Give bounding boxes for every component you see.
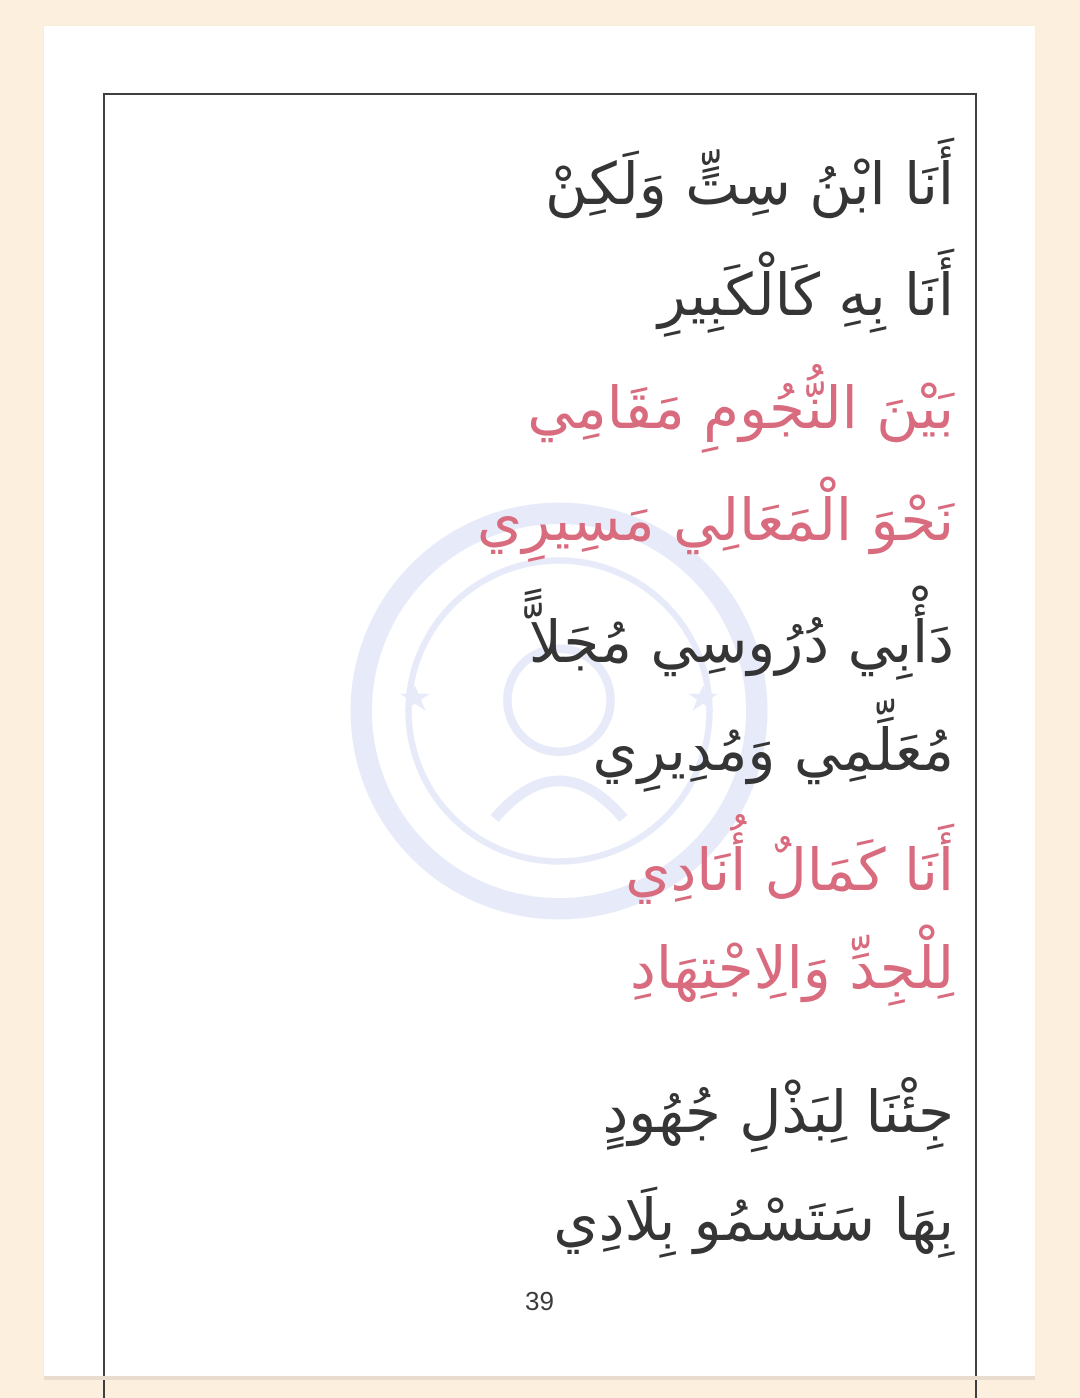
book-page (44, 26, 1035, 1376)
poem-line-8: لِلْجِدِّ وَالِاجْتِهَادِ (630, 934, 954, 1002)
poem-line-4: نَحْوَ الْمَعَالِي مَسِيرِي (476, 486, 954, 554)
poem-line-9: جِئْنَا لِبَذْلِ جُهُودٍ (602, 1078, 954, 1146)
poem-line-2: أَنَا بِهِ كَالْكَبِيرِ (657, 261, 954, 329)
poem-line-3: بَيْنَ النُّجُومِ مَقَامِي (527, 374, 954, 442)
poem-line-6: مُعَلِّمِي وَمُدِيرِي (592, 716, 954, 784)
poem-line-1: أَنَا ابْنُ سِتٍّ وَلَكِنْ (544, 150, 954, 218)
page-bottom-edge (44, 1376, 1035, 1380)
poem-text (134, 121, 954, 1398)
poem-line-5: دَأْبِي دُرُوسِي مُجَلاًّ (528, 608, 954, 676)
page-number: 39 (525, 1286, 554, 1316)
poem-line-10: بِهَا سَتَسْمُو بِلَادِي (553, 1186, 954, 1254)
poem-line-7: أَنَا كَمَالٌ أُنَادِي (625, 836, 954, 904)
